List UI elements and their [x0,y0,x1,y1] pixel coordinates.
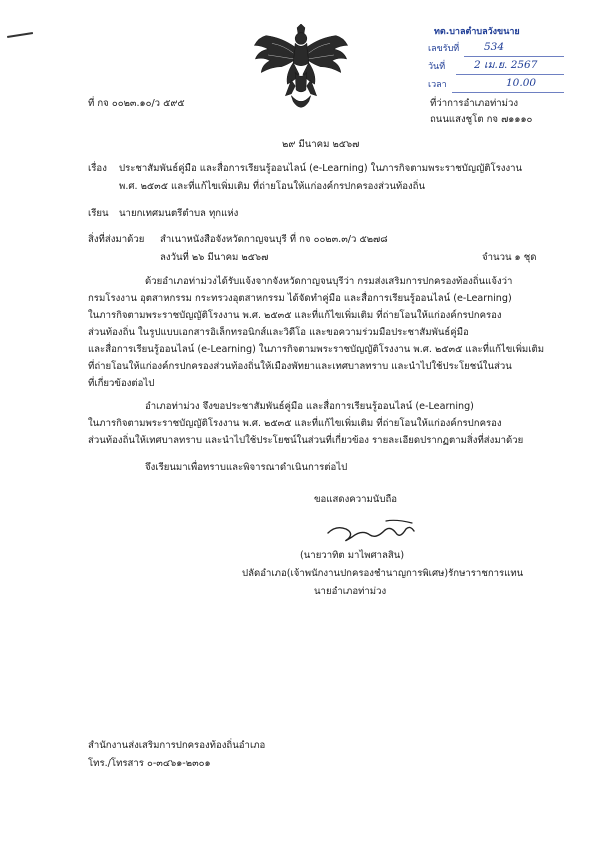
signer-position-1: ปลัดอำเภอ(เจ้าพนักงานปกครองชำนาญการพิเศษ)รักษาราชการแทน [242,568,524,579]
received-stamp [428,27,578,97]
paragraph-1-line: ในภารกิจตามพระราชบัญญัติโรงงาน พ.ศ. ๒๕๓๕ และที่แก้ไขเพิ่มเติม ที่ถ่ายโอนให้แก่องค์กรปกครอง [88,310,502,321]
stamp-date: 2 เม.ย. 2567 [474,59,538,71]
paragraph-1-line: และสื่อการเรียนรู้ออนไลน์ (e-Learning) ในภารกิจตามพระราชบัญญัติโรงงาน พ.ศ. ๒๕๓๕ และที่แก้ไขเพิ่มเติม [88,344,545,355]
paragraph-2-line: ส่วนท้องถิ่นให้เทศบาลทราบ และนำไปใช้ประโยชน์ในส่วนที่เกี่ยวข้อง รายละเอียดปรากฏตามสิ่งที่ส่งมาด้วย [88,435,524,446]
paragraph-2-line: อำเภอท่าม่วง จึงขอประชาสัมพันธ์คู่มือ และสื่อการเรียนรู้ออนไลน์ (e-Learning) [145,401,474,412]
paragraph-1-line: กรมโรงงาน อุตสาหกรรม กระทรวงอุตสาหกรรม ได้จัดทำคู่มือ และสื่อการเรียนรู้ออนไลน์ (e-Learning) [88,293,512,304]
attachment-line-2: ลงวันที่ ๒๖ มีนาคม ๒๕๖๗ [160,252,269,263]
stamp-date-label: วันที่ [428,62,446,72]
paragraph-1-line: ที่ถ่ายโอนให้แก่องค์กรปกครองส่วนท้องถิ่นให้เมืองพัทยาและเทศบาลทราบ และนำไปใช้ประโยชน์ในส่วน [88,361,512,372]
stamp-received-no-label: เลขรับที่ [428,44,460,54]
stamp-org: ทต.บาลตำบลวังขนาย [434,27,520,37]
paragraph-3: จึงเรียนมาเพื่อทราบและพิจารณาดำเนินการต่อไป [145,462,348,473]
letter-date: ๒๙ มีนาคม ๒๕๖๗ [282,139,360,150]
garuda-emblem-icon [252,24,350,116]
reference-number: ที่ กจ ๐๐๒๓.๑๐/ว ๕๙๕ [88,98,185,109]
attachment-line-1: สำเนาหนังสือจังหวัดกาญจนบุรี ที่ กจ ๐๐๒๓.๓/ว ๕๒๗๘ [160,234,388,245]
signer-position-2: นายอำเภอท่าม่วง [314,586,387,597]
stamp-received-no: 534 [484,41,505,53]
corner-pen-mark [7,32,33,38]
stamp-time: 10.00 [506,77,537,89]
paragraph-1-line: ส่วนท้องถิ่น ในรูปแบบเอกสารอิเล็กทรอนิกส์และวิดีโอ และขอความร่วมมือประชาสัมพันธ์คู่มือ [88,327,469,338]
issuer-office: ที่ว่าการอำเภอท่าม่วง [430,98,519,109]
attachment-label: สิ่งที่ส่งมาด้วย [88,234,145,245]
subject-label: เรื่อง [88,163,107,174]
salutation-label: เรียน [88,208,109,219]
paragraph-2-line: ในภารกิจตามพระราชบัญญัติโรงงาน พ.ศ. ๒๕๓๕ และที่แก้ไขเพิ่มเติม ที่ถ่ายโอนให้แก่องค์กรปกครอง [88,418,502,429]
issuer-address: ถนนแสงชูโต กจ ๗๑๑๑๐ [430,114,533,125]
stamp-time-label: เวลา [428,80,447,90]
handwritten-signature [326,515,418,547]
signer-name: (นายวาทิต มาไพศาลสิน) [300,550,405,561]
paragraph-1-line: ที่เกี่ยวข้องต่อไป [88,378,155,389]
footer-office: สำนักงานส่งเสริมการปกครองท้องถิ่นอำเภอ [88,740,266,751]
footer-phone: โทร./โทรสาร ๐-๓๔๖๑-๒๓๐๑ [88,758,211,769]
closing: ขอแสดงความนับถือ [314,494,398,505]
subject-line-1: ประชาสัมพันธ์คู่มือ และสื่อการเรียนรู้ออนไลน์ (e-Learning) ในภารกิจตามพระราชบัญญัติโรงงาน [119,163,523,174]
attachment-count: จำนวน ๑ ชุด [482,252,537,263]
subject-line-2: พ.ศ. ๒๕๓๕ และที่แก้ไขเพิ่มเติม ที่ถ่ายโอนให้แก่องค์กรปกครองส่วนท้องถิ่น [119,181,426,192]
salutation-recipient: นายกเทศมนตรีตำบล ทุกแห่ง [119,208,239,219]
paragraph-1-line: ด้วยอำเภอท่าม่วงได้รับแจ้งจากจังหวัดกาญจนบุรีว่า กรมส่งเสริมการปกครองท้องถิ่นแจ้งว่า [145,276,513,287]
